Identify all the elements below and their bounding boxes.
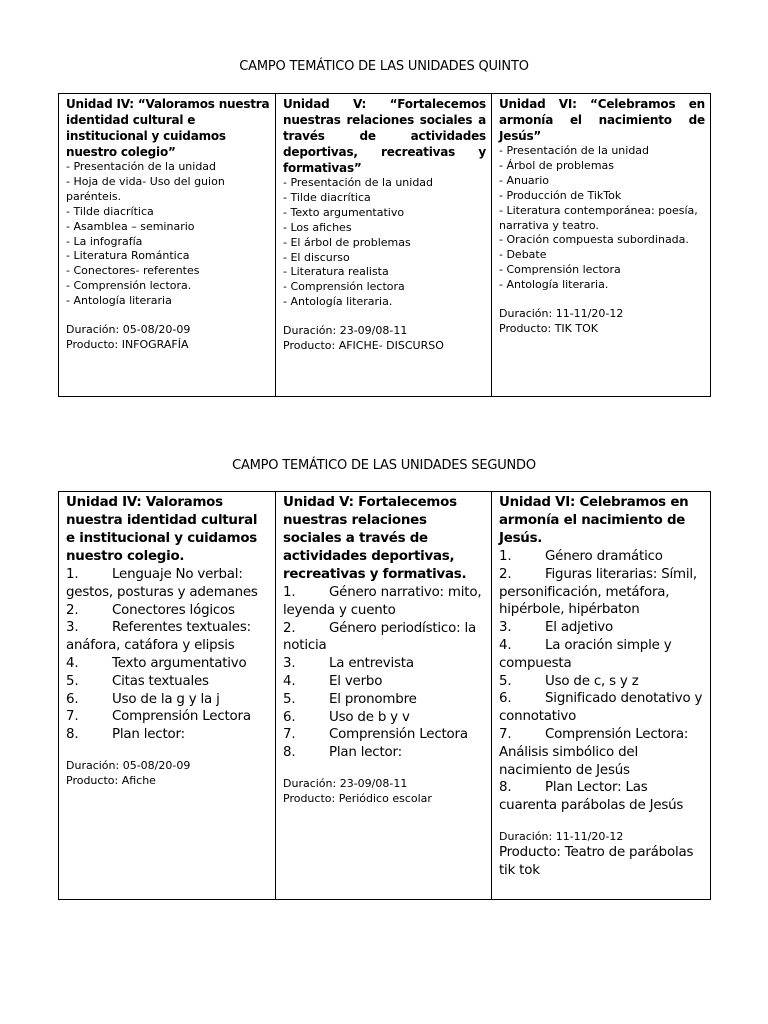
topic-list bbox=[499, 144, 705, 337]
unit-cell-iv-quinto bbox=[59, 94, 276, 397]
list-item: - Comprensión lectora bbox=[499, 263, 621, 277]
list-item: - Presentación de la unidad bbox=[499, 144, 650, 157]
list-item: 2. Género periodístico: la noticia bbox=[283, 620, 476, 654]
list-item: 2. Conectores lógicos bbox=[66, 602, 235, 618]
list-item: 2. Figuras literarias: Símil, personificación, metáfora, hipérbole, hipérbaton bbox=[499, 566, 697, 618]
unit-cell-v-quinto bbox=[276, 94, 492, 397]
duration-text: Duración: 23-09/08-11 bbox=[283, 324, 408, 338]
units-table-segundo bbox=[58, 491, 711, 900]
unit-cell-v-segundo bbox=[276, 492, 492, 900]
list-item: 8. Plan lector: bbox=[283, 745, 402, 761]
units-table-quinto bbox=[58, 93, 711, 397]
product-text: Producto: TIK TOK bbox=[499, 321, 598, 335]
list-item: - Hoja de vida- Uso del guion parénteis. bbox=[66, 174, 225, 203]
list-item: - El discurso bbox=[283, 250, 350, 264]
unit-heading: Unidad VI: Celebramos en armonía el nacimiento de Jesús. bbox=[499, 495, 689, 546]
unit-heading: Unidad IV: Valoramos nuestra identidad cultural e institucional y cuidamos nuestro colegio. bbox=[66, 495, 258, 564]
list-item: 4. El verbo bbox=[283, 673, 383, 689]
unit-heading: Unidad V: Fortalecemos nuestras relaciones sociales a través de actividades deportivas, recreativas y formativas. bbox=[283, 495, 467, 582]
list-item: - Presentación de la unidad bbox=[66, 160, 217, 173]
topic-list bbox=[66, 160, 270, 353]
list-item: - El árbol de problemas bbox=[283, 235, 411, 249]
section-title-quinto: CAMPO TEMÁTICO DE LAS UNIDADES QUINTO bbox=[239, 59, 529, 74]
product-text: Producto: INFOGRAFÍA bbox=[66, 337, 189, 351]
list-item: 7. Comprensión Lectora bbox=[283, 727, 468, 743]
duration-text: Duración: 23-09/08-11 bbox=[283, 776, 408, 790]
list-item: - Conectores- referentes bbox=[66, 264, 200, 278]
product-text: Producto: Teatro de parábolas tik tok bbox=[499, 844, 694, 878]
list-item: 7. Comprensión Lectora: Análisis simbólico del nacimiento de Jesús bbox=[499, 726, 689, 778]
product-text: Producto: AFICHE- DISCURSO bbox=[283, 339, 444, 353]
list-item: - Tilde diacrítica bbox=[283, 190, 371, 204]
list-item: 5. Citas textuales bbox=[66, 673, 209, 689]
list-item: - Producción de TikTok bbox=[499, 188, 622, 202]
unit-cell-vi-segundo bbox=[492, 492, 711, 900]
list-item: 3. La entrevista bbox=[283, 656, 414, 672]
unit-heading: Unidad IV: “Valoramos nuestra identidad cultural e institucional y cuidamos nuestro colegio” bbox=[66, 97, 270, 159]
list-item: 7. Comprensión Lectora bbox=[66, 709, 251, 725]
list-item: 8. Plan Lector: Las cuarenta parábolas de Jesús bbox=[499, 780, 684, 814]
list-item: 1. Género dramático bbox=[499, 549, 663, 564]
list-item: - Texto argumentativo bbox=[283, 205, 405, 219]
list-item: 5. El pronombre bbox=[283, 691, 417, 707]
list-item: - Comprensión lectora. bbox=[66, 279, 192, 293]
section-title-segundo: CAMPO TEMÁTICO DE LAS UNIDADES SEGUNDO bbox=[232, 458, 536, 473]
list-item: - Presentación de la unidad bbox=[283, 176, 434, 189]
unit-heading: Unidad VI: “Celebramos en armonía el nacimiento de Jesús” bbox=[499, 97, 705, 143]
list-item: - Antología literaria bbox=[66, 294, 172, 308]
unit-cell-vi-quinto bbox=[492, 94, 711, 397]
duration-text: Duración: 11-11/20-12 bbox=[499, 829, 624, 843]
list-item: 6. Uso de b y v bbox=[283, 709, 410, 725]
list-item: 6. Uso de la g y la j bbox=[66, 691, 220, 707]
duration-text: Duración: 11-11/20-12 bbox=[499, 307, 624, 321]
list-item: - Oración compuesta subordinada. bbox=[499, 233, 689, 247]
product-text: Producto: Periódico escolar bbox=[283, 791, 432, 805]
list-item: 4. La oración simple y compuesta bbox=[499, 637, 672, 671]
list-item: - Literatura realista bbox=[283, 265, 389, 279]
unit-cell-iv-segundo bbox=[59, 492, 276, 900]
topic-list bbox=[283, 176, 486, 354]
list-item: - Antología literaria. bbox=[283, 295, 393, 309]
list-item: - Los afiches bbox=[283, 220, 352, 234]
list-item: - Anuario bbox=[499, 173, 549, 187]
list-item: 5. Uso de c, s y z bbox=[499, 673, 639, 689]
list-item: 1. Lenguaje No verbal: gestos, posturas y ademanes bbox=[66, 567, 258, 600]
topic-list bbox=[499, 548, 705, 815]
topic-list bbox=[283, 584, 486, 762]
list-item: 3. Referentes textuales: anáfora, catáfora y elipsis bbox=[66, 620, 251, 654]
list-item: 8. Plan lector: bbox=[66, 727, 185, 743]
list-item: - Tilde diacrítica bbox=[66, 204, 154, 218]
list-item: - Asamblea – seminario bbox=[66, 219, 195, 233]
list-item: - Antología literaria. bbox=[499, 278, 609, 292]
list-item: - Comprensión lectora bbox=[283, 280, 405, 294]
unit-heading: Unidad V: “Fortalecemos nuestras relaciones sociales a través de actividades deportivas, recreativas y formativas” bbox=[283, 97, 486, 175]
list-item: 3. El adjetivo bbox=[499, 620, 613, 636]
list-item: 4. Texto argumentativo bbox=[66, 655, 247, 671]
product-text: Producto: Afiche bbox=[66, 773, 156, 787]
duration-text: Duración: 05-08/20-09 bbox=[66, 758, 191, 772]
list-item: - Literatura contemporánea: poesía, narrativa y teatro. bbox=[499, 203, 698, 232]
topic-list bbox=[66, 566, 270, 744]
list-item: - La infografía bbox=[66, 234, 143, 248]
list-item: 6. Significado denotativo y connotativo bbox=[499, 691, 703, 725]
list-item: - Debate bbox=[499, 248, 547, 262]
duration-text: Duración: 05-08/20-09 bbox=[66, 323, 191, 337]
list-item: 1. Género narrativo: mito, leyenda y cuento bbox=[283, 585, 482, 618]
list-item: - Literatura Romántica bbox=[66, 249, 190, 263]
list-item: - Árbol de problemas bbox=[499, 158, 615, 172]
